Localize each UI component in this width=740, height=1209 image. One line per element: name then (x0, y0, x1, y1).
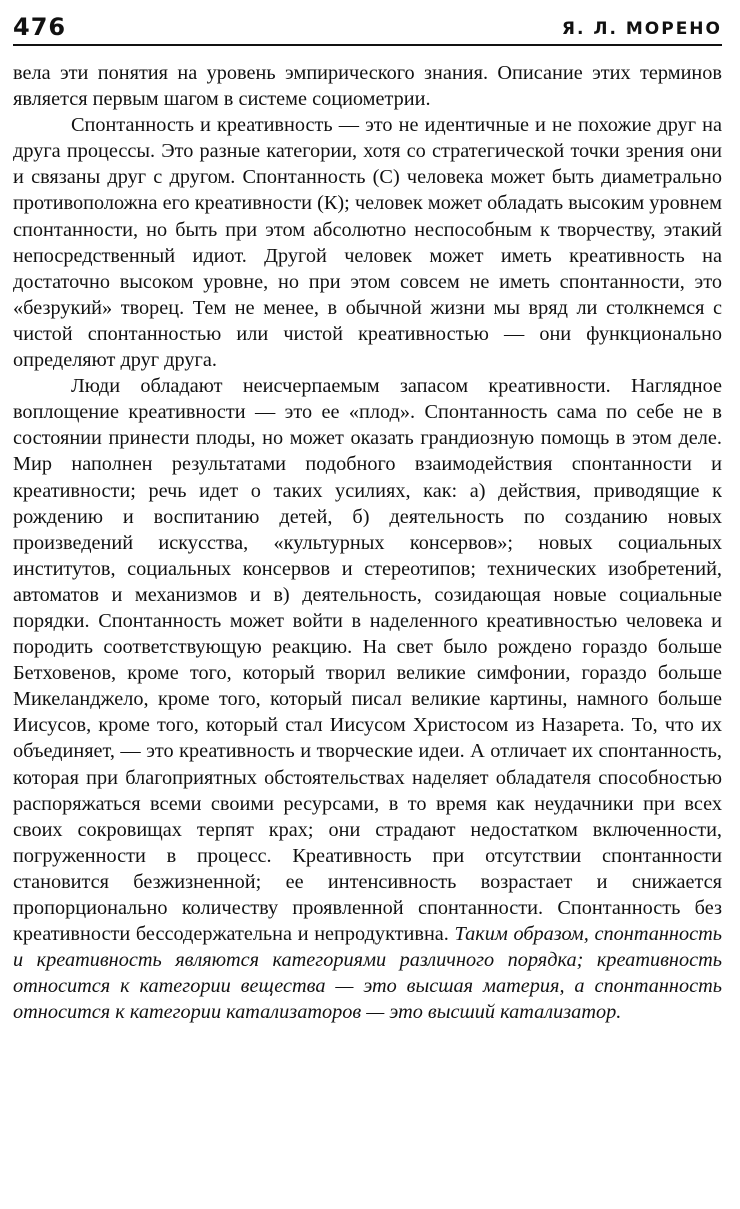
body-text (13, 60, 722, 1025)
paragraph-3 (13, 373, 722, 1025)
running-head (13, 10, 722, 46)
running-head-author: Я. Л. МОРЕНО (561, 19, 722, 39)
paragraph-3-italic-conclusion: Таким образом, спонтанность и креативность являются категориями различного порядка; креативность относится к категории вещества — это высшая материя, а спонтанность относится к категории катализаторов — это высший катализатор. (13, 923, 722, 1024)
paragraph-2: Спонтанность и креативность — это не идентичные и не похожие друг на друга процессы. Это разные категории, хотя со стратегической точки зрения они и связаны друг с другом. Спонтанность (С) человека может быть диаметрально противоположна его креативности (К); человек может обладать высоким уровнем спонтанности, но быть при этом абсолютно неспособным к творчеству, этакий непосредственный идиот. Другой человек может иметь креативность на достаточно высоком уровне, но при этом совсем не иметь спонтанности, это «безрукий» творец. Тем не менее, в обычной жизни мы вряд ли столкнемся с чистой спонтанностью или чистой креативностью — они функционально определяют друг друга. (13, 114, 722, 372)
page-number: 476 (13, 13, 67, 41)
paragraph-3-text: Люди обладают неисчерпаемым запасом креативности. Наглядное воплощение креативности — это ее «плод». Спонтанность сама по себе не в состоянии принести плоды, но может оказать грандиозную помощь в этом деле. Мир наполнен результатами подобного взаимодействия спонтанности и креативности; речь идет о таких усилиях, как: а) действия, приводящие к рождению и воспитанию детей, б) деятельность по созданию новых произведений искусства, «культурных консервов»; новых социальных институтов, социальных консервов и стереотипов; технических изобретений, автоматов и механизмов и в) деятельность, созидающая новые социальные порядки. Спонтанность может войти в наделенного креативностью человека и породить соответствующую реакцию. На свет было рождено гораздо больше Бетховенов, кроме того, который творил великие симфонии, гораздо больше Микеланджело, кроме того, который писал великие картины, намного больше Иисусов, кроме того, который стал Иисусом Христосом из Назарета. То, что их объединяет, — это креативность и творческие идеи. А отличает их спонтанность, которая при благоприятных обстоятельствах наделяет обладателя способностью распоряжаться всеми своими ресурсами, в то время как неудачники при всех своих сокровищах терпят крах; они страдают недостатком включенности, погруженности в процесс. Креативность при отсутствии спонтанности становится безжизненной; ее интенсивность возрастает и снижается пропорционально количеству проявленной спонтанности. Спонтанность без креативности бессодержательна и непродуктивна. (13, 375, 722, 946)
paragraph-1: вела эти понятия на уровень эмпирического знания. Описание этих терминов является первым шагом в системе социометрии. (13, 62, 722, 111)
